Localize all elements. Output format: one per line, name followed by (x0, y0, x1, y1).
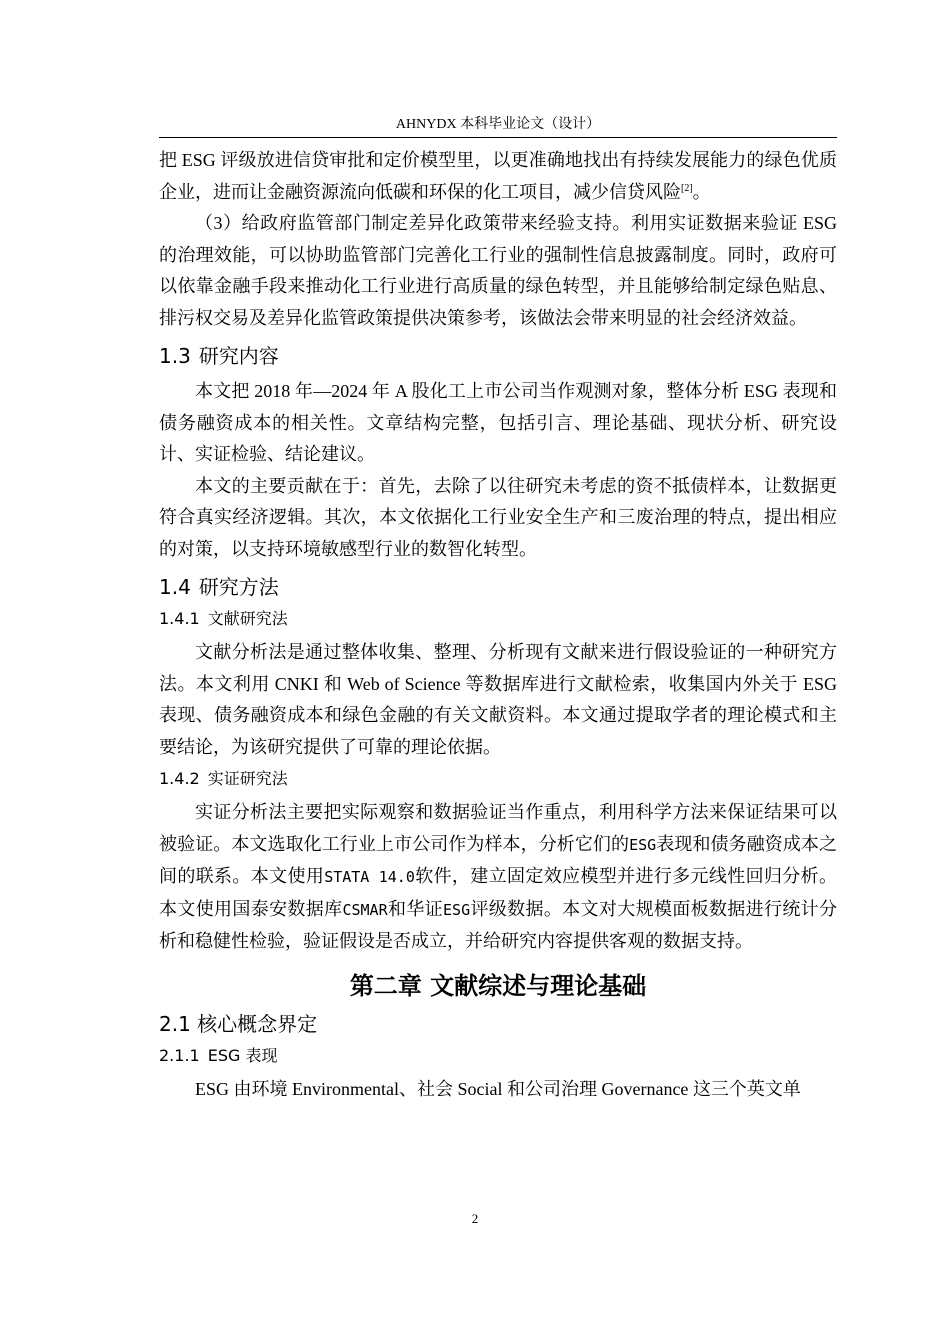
subsection-heading-1-4-2 (159, 767, 837, 791)
text-run: 软件，建立固定效应模型并进行多元线性回归分析。本文使用国泰安数据库 (159, 866, 838, 919)
paragraph-continued (159, 145, 837, 208)
text-run: 评级数据。本文对大规模面板数据进行统计分析和稳健性检验，验证假设是否成立，并给研究内容提供客观的数据支持。 (159, 898, 838, 951)
section-title: 研究方法 (198, 575, 279, 599)
paragraph: ESG 由环境 Environmental、社会 Social 和公司治理 Governance 这三个英文单 (195, 1078, 801, 1099)
section-heading-1-4 (159, 573, 837, 601)
page-number: 2 (471, 1211, 479, 1226)
section-number: 1.4 (159, 575, 191, 599)
paragraph: 本文的主要贡献在于：首先，去除了以往研究未考虑的资不抵债样本，让数据更符合真实经济逻辑。其次，本文依据化工行业安全生产和三废治理的特点，提出相应的对策，以支持环境敏感型行业的数智化转型。 (159, 475, 837, 559)
subsection-heading-1-4-1 (159, 607, 837, 631)
subsection-number: 1.4.2 (159, 769, 200, 788)
text-run: 表现和债务融资成本之间的联系。本文使用 (159, 833, 838, 886)
citation-ref: [2] (681, 182, 693, 194)
text-run: 和华证 (387, 898, 444, 919)
chapter-heading: 第二章 文献综述与理论基础 (349, 971, 647, 1000)
section-heading-1-3 (159, 342, 837, 370)
paragraph-end: 。 (692, 181, 711, 202)
running-header: AHNYDX 本科毕业论文（设计） (395, 117, 601, 132)
subsection-title: 文献研究法 (207, 609, 288, 628)
text-run-mono: CSMAR (342, 900, 388, 919)
subsection-number: 2.1.1 (159, 1045, 200, 1065)
section-number: 1.3 (159, 344, 191, 368)
subsection-title: 实证研究法 (207, 769, 288, 788)
section-heading-2-1: 2.1 核心概念界定 (159, 1011, 318, 1036)
section-title: 研究内容 (198, 344, 279, 368)
body-content (159, 145, 837, 1105)
paragraph-item-3: （3）给政府监管部门制定差异化政策带来经验支持。利用实证数据来验证 ESG 的治理效能，可以协助监管部门完善化工行业的强制性信息披露制度。同时，政府可以依靠金融手段来推动化工行业进行高质量的绿色转型，并且能够给制定绿色贴息、排污权交易及差异化监管政策提供决策参考，该做法会带来明显的社会经济效益。 (159, 213, 837, 328)
subsection-number: 1.4.1 (159, 609, 200, 628)
paragraph-text: 把 ESG 评级放进信贷审批和定价模型里，以更准确地找出有持续发展能力的绿色优质企业，进而让金融资源流向低碳和环保的化工项目，减少信贷风险 (159, 150, 837, 202)
subsection-title: ESG 表现 (207, 1045, 278, 1065)
paragraph (159, 797, 837, 958)
paragraph: 本文把 2018 年—2024 年 A 股化工上市公司当作观测对象，整体分析 ESG 表现和债务融资成本的相关性。文章结构完整，包括引言、理论基础、现状分析、研究设计、实证检验、结论建议。 (159, 381, 837, 464)
subsection-heading-2-1-1 (159, 1044, 837, 1068)
text-run-mono: STATA 14.0 (324, 868, 415, 886)
header-rule (159, 137, 837, 138)
paragraph: 文献分析法是通过整体收集、整理、分析现有文献来进行假设验证的一种研究方法。本文利用 CNKI 和 Web of Science 等数据库进行文献检索，收集国内外关于 ESG 表现、债务融资成本和绿色金融的有关文献资料。本文通过提取学者的理论模式和主要结论，为该研究提供了可靠的理论依据。 (159, 642, 837, 757)
text-run: 实证分析法主要把实际观察和数据验证当作重点，利用科学方法来保证结果可以被验证。本文选取化工行业上市公司作为样本，分析它们的 (159, 802, 837, 854)
text-run-mono: ESG (629, 835, 657, 854)
text-run-mono: ESG (443, 900, 471, 919)
